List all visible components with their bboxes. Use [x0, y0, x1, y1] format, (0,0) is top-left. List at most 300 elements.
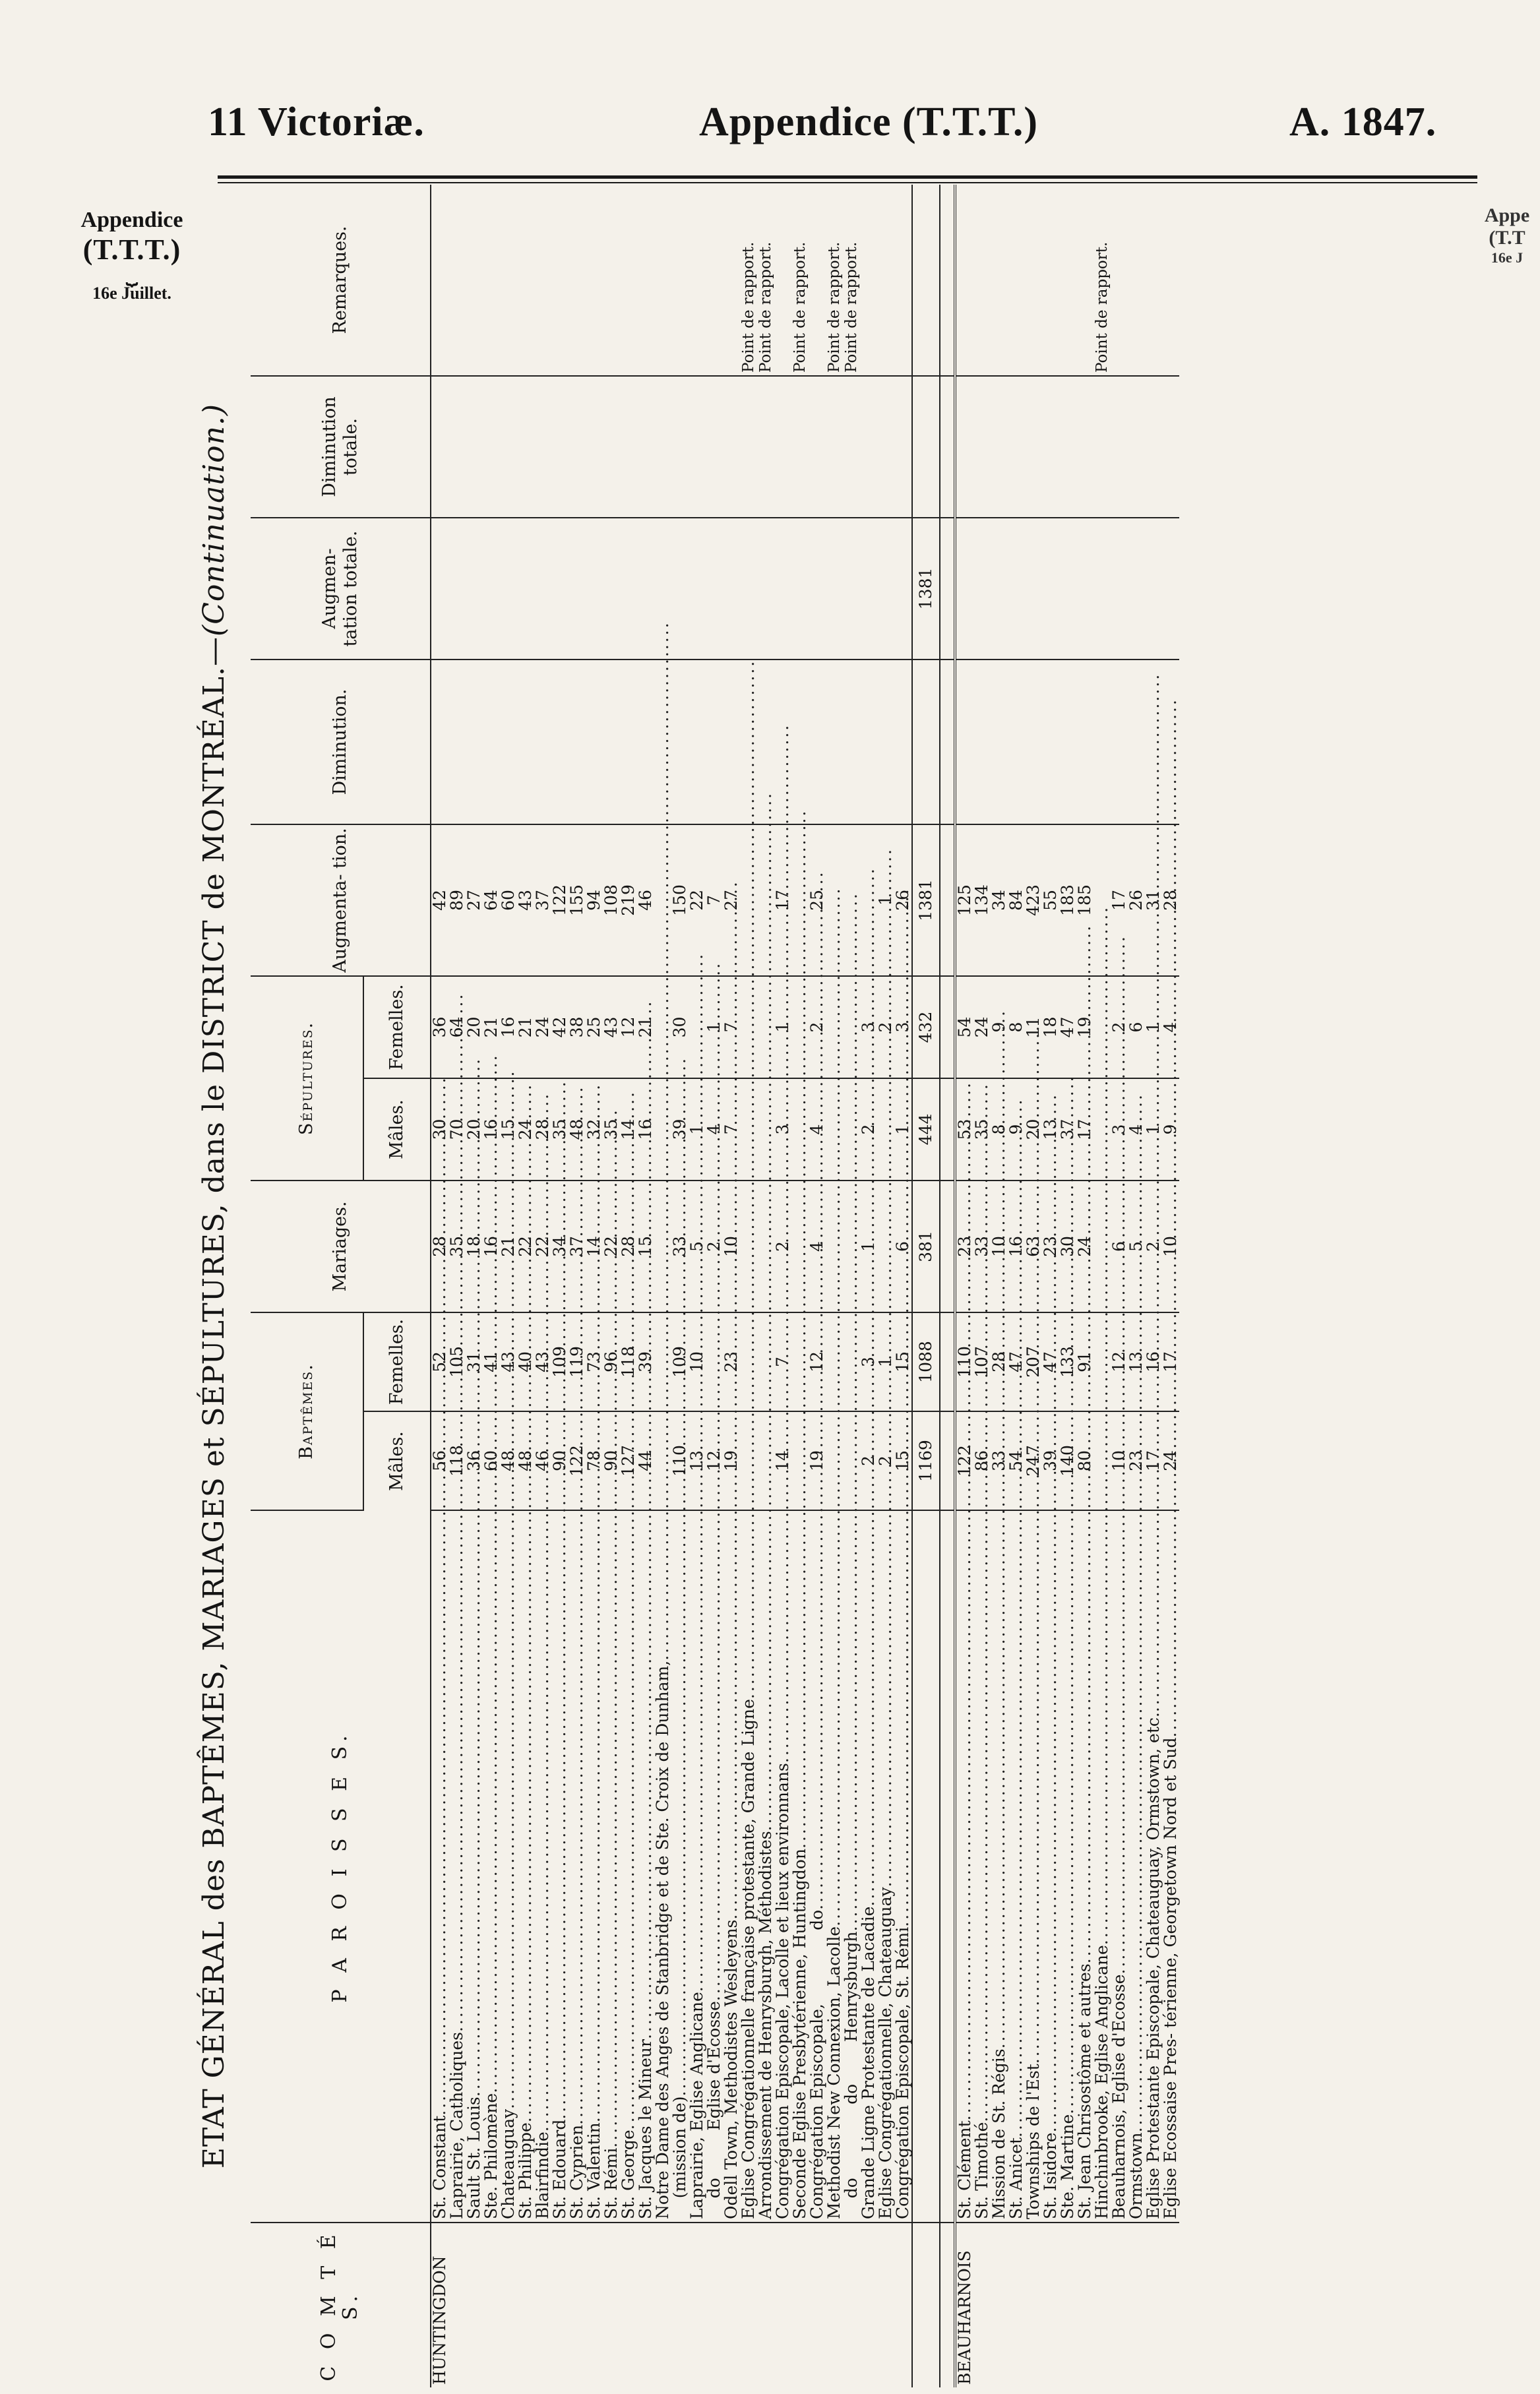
- remarque-cell: [1111, 185, 1128, 376]
- value-sf: 6: [1128, 976, 1145, 1078]
- comte-cell: [877, 2223, 894, 2387]
- value-sf: 21: [483, 976, 500, 1078]
- value-dim: [517, 660, 534, 824]
- value-bm: 118: [448, 1411, 466, 1510]
- remarque-cell: [877, 185, 894, 376]
- value-mar: 24: [1076, 1181, 1093, 1312]
- comte-cell: [1128, 2223, 1145, 2387]
- value-sf: 54: [955, 976, 973, 1078]
- value-sm: 4: [706, 1078, 723, 1181]
- leader-dots: [1162, 698, 1179, 1737]
- comte-cell: [740, 2223, 757, 2387]
- leader-dots: [500, 1070, 517, 2109]
- table-row: [466, 185, 483, 2387]
- comte-cell: [1093, 2223, 1111, 2387]
- value-bf: 41: [483, 1312, 500, 1411]
- value-bm: 33: [991, 1411, 1008, 1510]
- table-row: [809, 185, 826, 2387]
- paroisse-cell: [1025, 1510, 1042, 2223]
- value-dim-tot: [551, 376, 569, 518]
- remarque-cell: [809, 185, 826, 376]
- comte-cell: [603, 2223, 620, 2387]
- value-aug-tot: [620, 518, 637, 660]
- value-aug: 26: [1128, 824, 1145, 976]
- remarque-cell: [1145, 185, 1162, 376]
- value-dim-tot: [757, 376, 774, 518]
- value-dim-tot: [894, 376, 912, 518]
- paroisse-name: Eglise Congrégationnelle française protestante, Grande Ligne: [739, 1699, 758, 2219]
- leader-dots: [586, 1083, 603, 2122]
- value-aug-tot: [740, 518, 757, 660]
- value-bm: 48: [500, 1411, 517, 1510]
- comte-cell: [1042, 2223, 1059, 2387]
- paroisse-cell: [877, 1510, 894, 2223]
- value-mar: 5: [1128, 1181, 1145, 1312]
- value-dim: [1059, 660, 1076, 824]
- value-dim: [500, 660, 517, 824]
- comte-cell: [569, 2223, 586, 2387]
- value-aug-tot: [991, 518, 1008, 660]
- value-aug: 94: [586, 824, 603, 976]
- value-mar: 2: [1145, 1181, 1162, 1312]
- value-bf: 12: [809, 1312, 826, 1411]
- value-aug: 60: [500, 824, 517, 976]
- value-bf: 52: [431, 1312, 448, 1411]
- value-dim: [877, 660, 894, 824]
- value-aug: 27: [466, 824, 483, 976]
- remarque-cell: [466, 185, 483, 376]
- value-aug-tot: [517, 518, 534, 660]
- leader-dots: [723, 880, 740, 1919]
- leader-dots: [774, 723, 791, 1763]
- value-bm: 46: [534, 1411, 551, 1510]
- remarque-cell: [551, 185, 569, 376]
- col-comtes: C O M T É S.: [251, 2223, 431, 2387]
- value-aug-tot: [1093, 518, 1111, 660]
- value-aug-tot: [1008, 518, 1025, 660]
- value-dim: [534, 660, 551, 824]
- value-bm: 122: [569, 1411, 586, 1510]
- value-aug: 125: [955, 824, 973, 976]
- remarque-cell: [973, 185, 991, 376]
- leader-dots: [466, 1057, 483, 2097]
- value-sm: 70: [448, 1078, 466, 1181]
- comte-cell: [1059, 2223, 1076, 2387]
- comte-cell: [843, 2223, 860, 2387]
- value-bf: 40: [517, 1312, 534, 1411]
- value-sm: 4: [809, 1078, 826, 1181]
- value-dim-tot: [689, 376, 706, 518]
- value-bm: 10: [1111, 1411, 1128, 1510]
- paroisse-name: Townships de l'Est: [1024, 2064, 1043, 2219]
- value-sf: 25: [586, 976, 603, 1078]
- value-aug-tot: [448, 518, 466, 660]
- value-dim: [569, 660, 586, 824]
- paroisse-name: Eglise Protestante Episcopale, Chateauguay, Ormstown, etc.: [1144, 1712, 1163, 2219]
- paroisse-cell: [466, 1510, 483, 2223]
- value-mar: 16: [483, 1181, 500, 1312]
- value-bm: 17: [1145, 1411, 1162, 1510]
- remarque-cell: [1042, 185, 1059, 376]
- leader-dots: [517, 1083, 534, 2122]
- table-title: [178, 185, 251, 2387]
- value-bm: 60: [483, 1411, 500, 1510]
- gap-cell: [940, 1411, 955, 1510]
- table-row: [1128, 185, 1145, 2387]
- value-bm: 44: [637, 1411, 654, 1510]
- value-mar: 22: [517, 1181, 534, 1312]
- value-aug: 43: [517, 824, 534, 976]
- header-right: A. 1847.: [1289, 100, 1437, 144]
- leader-dots: [1076, 924, 1093, 1963]
- value-dim-tot: [637, 376, 654, 518]
- remarque-cell: Point de rapport.: [826, 185, 843, 376]
- top-rule-thin: [218, 182, 1477, 183]
- value-dim-tot: [534, 376, 551, 518]
- remarque-cell: [1162, 185, 1179, 376]
- value-bf: 207: [1025, 1312, 1042, 1411]
- table-row: [1145, 185, 1162, 2387]
- col-augmentation: Augmenta- tion.: [251, 824, 431, 976]
- value-bm: 12: [706, 1411, 723, 1510]
- leader-dots: [637, 1000, 654, 2039]
- value-sm: 37: [1059, 1078, 1076, 1181]
- value-mar: 10: [1162, 1181, 1179, 1312]
- value-aug-tot: [671, 518, 689, 660]
- paroisse-cell: [569, 1510, 586, 2223]
- paroisse-name: do Eglise d'Ecosse: [704, 2001, 724, 2219]
- value-dim-tot: [1042, 376, 1059, 518]
- value-sf: 3: [894, 976, 912, 1078]
- remarque-cell: [620, 185, 637, 376]
- value-mar: 28: [431, 1181, 448, 1312]
- value-sm: 35: [551, 1078, 569, 1181]
- col-augmentation-totale: Augmen- tation totale.: [251, 518, 431, 660]
- value-aug-tot: [860, 518, 877, 660]
- comte-cell: [706, 2223, 723, 2387]
- paroisse-cell: [1111, 1510, 1128, 2223]
- value-aug-tot: [1025, 518, 1042, 660]
- value-sm: 1: [689, 1078, 706, 1181]
- value-sm: 3: [1111, 1078, 1128, 1181]
- paroisse-cell: [955, 1510, 973, 2223]
- value-sm: 48: [569, 1078, 586, 1181]
- value-sf: 2: [1111, 976, 1128, 1078]
- value-bf: 23: [723, 1312, 740, 1411]
- leader-dots: [620, 1090, 637, 2130]
- remarque-cell: [1059, 185, 1076, 376]
- value-aug: 84: [1008, 824, 1025, 976]
- value-dim-tot: [1145, 376, 1162, 518]
- value-aug-tot: [689, 518, 706, 660]
- value-dim: [991, 660, 1008, 824]
- value-dim: [791, 660, 809, 824]
- paroisse-cell: [774, 1510, 791, 2223]
- remarque-cell: Point de rapport.: [843, 185, 860, 376]
- value-aug-tot: [894, 518, 912, 660]
- value-aug: 423: [1025, 824, 1042, 976]
- value-mar: 28: [620, 1181, 637, 1312]
- value-mar: 63: [1025, 1181, 1042, 1312]
- value-sf: 3: [860, 976, 877, 1078]
- paroisse-cell: [1162, 1510, 1179, 2223]
- value-bm: 14: [774, 1411, 791, 1510]
- value-aug-tot: [706, 518, 723, 660]
- value-aug: 26: [894, 824, 912, 976]
- gap-cell: [940, 976, 955, 1078]
- col-baptemes: Baptêmes.: [251, 1312, 363, 1510]
- value-aug: 108: [603, 824, 620, 976]
- remarque-cell: [637, 185, 654, 376]
- table-row: [1111, 185, 1128, 2387]
- value-mar: 15: [637, 1181, 654, 1312]
- value-sf: 2: [877, 976, 894, 1078]
- gap-cell: [940, 376, 955, 518]
- paroisse-name: St. Clément: [955, 2120, 974, 2219]
- value-sm: 24: [517, 1078, 534, 1181]
- paroisse-name: Grande Ligne Protestante de Lacadie: [859, 1906, 878, 2219]
- gap-cell: [940, 2223, 955, 2387]
- comte-cell: [500, 2223, 517, 2387]
- paroisse-cell: [1076, 1510, 1093, 2223]
- value-aug-tot: [603, 518, 620, 660]
- value-dim: [973, 660, 991, 824]
- value-aug: 31: [1145, 824, 1162, 976]
- value-dim-tot: [1111, 376, 1128, 518]
- leader-dots: [569, 1085, 586, 2124]
- value-sf: 64: [448, 976, 466, 1078]
- value-mar: 23: [1042, 1181, 1059, 1312]
- value-dim-tot: [466, 376, 483, 518]
- comte-cell: [809, 2223, 826, 2387]
- value-dim: [637, 660, 654, 824]
- value-sf: 18: [1042, 976, 1059, 1078]
- value-aug-tot: [1076, 518, 1093, 660]
- value-bm: 23: [1128, 1411, 1145, 1510]
- value-sm: 30: [431, 1078, 448, 1181]
- paroisse-cell: [723, 1510, 740, 2223]
- remarque-cell: [586, 185, 603, 376]
- comte-cell: [1145, 2223, 1162, 2387]
- paroisse-name: Ste. Philomène: [481, 2093, 501, 2219]
- value-sf: 47: [1059, 976, 1076, 1078]
- value-bm: 90: [603, 1411, 620, 1510]
- value-sf: 24: [973, 976, 991, 1078]
- value-dim-tot: [517, 376, 534, 518]
- value-bf: 31: [466, 1312, 483, 1411]
- leader-dots: [483, 1053, 500, 2093]
- total-label-cell: [912, 1510, 940, 2223]
- value-dim-tot: [586, 376, 603, 518]
- value-bf: 110: [955, 1312, 973, 1411]
- paroisse-cell: [671, 1510, 689, 2223]
- value-bm: 140: [1059, 1411, 1076, 1510]
- value-aug: 7: [706, 824, 723, 976]
- value-bm: 36: [466, 1411, 483, 1510]
- paroisse-cell: [500, 1510, 517, 2223]
- leader-dots: [1093, 905, 1111, 1945]
- value-mar: 16: [1008, 1181, 1025, 1312]
- value-dim-tot: [877, 376, 894, 518]
- value-aug-tot: [551, 518, 569, 660]
- value-bf: 96: [603, 1312, 620, 1411]
- comte-cell: [689, 2223, 706, 2387]
- leader-dots: [431, 1076, 448, 2115]
- leader-dots: [706, 962, 723, 2001]
- leader-dots: [991, 1009, 1008, 2048]
- paroisse-cell: [1059, 1510, 1076, 2223]
- value-aug-tot: [791, 518, 809, 660]
- value-sm: 8: [991, 1078, 1008, 1181]
- value-sm: 7: [723, 1078, 740, 1181]
- paroisse-cell: [448, 1510, 466, 2223]
- value-sm: 1: [1145, 1078, 1162, 1181]
- comte-cell: [534, 2223, 551, 2387]
- value-dim: [1128, 660, 1145, 824]
- value-dim-tot: [860, 376, 877, 518]
- paroisse-name: Congrégation Episcopale, do: [807, 1909, 826, 2219]
- value-dim: [723, 660, 740, 824]
- value-mar: 6: [894, 1181, 912, 1312]
- value-sm: 16: [637, 1078, 654, 1181]
- total-aug: 1381: [912, 824, 940, 976]
- total-aug-tot: 1381: [912, 518, 940, 660]
- value-sf: 9: [991, 976, 1008, 1078]
- value-dim-tot: [431, 376, 448, 518]
- table-row: [1162, 185, 1179, 2387]
- value-sf: 42: [551, 976, 569, 1078]
- paroisse-cell: [620, 1510, 637, 2223]
- value-sf: 21: [637, 976, 654, 1078]
- leader-dots: [956, 1081, 973, 2120]
- paroisse-cell: [431, 1510, 448, 2223]
- value-mar: 34: [551, 1181, 569, 1312]
- value-aug-tot: [757, 518, 774, 660]
- value-mar: 33: [973, 1181, 991, 1312]
- value-aug-tot: [955, 518, 973, 660]
- paroisse-cell: [1128, 1510, 1145, 2223]
- value-dim-tot: [740, 376, 757, 518]
- remarque-cell: Point de rapport.: [791, 185, 809, 376]
- value-mar: 33: [671, 1181, 689, 1312]
- margin-note-right-date: 16e J: [1491, 249, 1524, 266]
- col-sepultures: Sépultures.: [251, 976, 363, 1181]
- value-sm: 9: [1162, 1078, 1179, 1181]
- value-sf: 19: [1076, 976, 1093, 1078]
- value-bf: 43: [534, 1312, 551, 1411]
- remarque-cell: [991, 185, 1008, 376]
- value-aug-tot: [1111, 518, 1128, 660]
- comte-cell: [551, 2223, 569, 2387]
- paroisse-name: Notre Dame des Anges de Stanbridge et de Ste. Croix de Dunham,: [653, 1660, 672, 2219]
- value-sf: 2: [809, 976, 826, 1078]
- value-bf: 16: [1145, 1312, 1162, 1411]
- col-remarques: Remarques.: [251, 185, 431, 376]
- comte-cell: [1008, 2223, 1025, 2387]
- value-aug: 185: [1076, 824, 1093, 976]
- value-dim-tot: [500, 376, 517, 518]
- table-row: [877, 185, 894, 2387]
- value-aug: 89: [448, 824, 466, 976]
- value-dim: [826, 660, 843, 824]
- value-sm: 2: [860, 1078, 877, 1181]
- paroisse-cell: [860, 1510, 877, 2223]
- table-row: [991, 185, 1008, 2387]
- table-row: [826, 185, 843, 2387]
- remarque-cell: [603, 185, 620, 376]
- value-aug-tot: [534, 518, 551, 660]
- total-remarque-cell: [912, 185, 940, 376]
- leader-dots: [1128, 1093, 1145, 2132]
- value-bm: 24: [1162, 1411, 1179, 1510]
- leader-dots: [551, 1080, 569, 2119]
- value-bf: 107: [973, 1312, 991, 1411]
- value-sf: 11: [1025, 976, 1042, 1078]
- value-dim: [448, 660, 466, 824]
- value-dim-tot: [809, 376, 826, 518]
- table-row: [671, 185, 689, 2387]
- comte-cell: HUNTINGDON: [430, 2256, 449, 2385]
- value-mar: 10: [991, 1181, 1008, 1312]
- paroisse-name: St. Anicet: [1006, 2137, 1026, 2219]
- gap-cell: [940, 1312, 955, 1411]
- value-sf: 1: [774, 976, 791, 1078]
- value-dim-tot: [774, 376, 791, 518]
- value-dim: [466, 660, 483, 824]
- table-row: [1025, 185, 1042, 2387]
- value-sm: 15: [500, 1078, 517, 1181]
- value-aug: 219: [620, 824, 637, 976]
- value-sf: 36: [431, 976, 448, 1078]
- remarque-cell: [569, 185, 586, 376]
- paroisse-name: St. Philippe: [516, 2122, 535, 2219]
- paroisse-cell: [1008, 1510, 1025, 2223]
- comte-cell: [757, 2223, 774, 2387]
- value-aug-tot: [826, 518, 843, 660]
- col-mariages: Mariages.: [251, 1181, 431, 1312]
- comte-cell: [654, 2223, 671, 2387]
- gap-cell: [940, 1181, 955, 1312]
- paroisse-name: St. Isidore: [1041, 2132, 1060, 2219]
- value-bf: 118: [620, 1312, 637, 1411]
- paroisse-cell: [757, 1510, 774, 2223]
- value-bf: 133: [1059, 1312, 1076, 1411]
- table-row: [603, 185, 620, 2387]
- value-bm: 90: [551, 1411, 569, 1510]
- leader-dots: [1025, 1024, 1042, 2064]
- value-sm: 35: [603, 1078, 620, 1181]
- leader-dots: [689, 952, 706, 1992]
- paroisse-cell: [973, 1510, 991, 2223]
- value-aug-tot: [466, 518, 483, 660]
- remarque-cell: [774, 185, 791, 376]
- value-aug: 46: [637, 824, 654, 976]
- leader-dots: [1111, 935, 1128, 1974]
- value-sm: 13: [1042, 1078, 1059, 1181]
- paroisse-cell: [637, 1510, 654, 2223]
- value-dim-tot: [991, 376, 1008, 518]
- paroisse-name: Mission de St. Régis: [989, 2048, 1008, 2219]
- value-aug: 28: [1162, 824, 1179, 976]
- table-row: [448, 185, 466, 2387]
- remarque-cell: Point de rapport.: [740, 185, 757, 376]
- table-row: [955, 185, 973, 2387]
- value-dim-tot: [448, 376, 466, 518]
- table-row: [1093, 185, 1111, 2387]
- total-dim-tot: [912, 376, 940, 518]
- col-baptemes-femelles: Femelles.: [363, 1312, 431, 1411]
- paroisse-name: St. Jacques le Mineur: [636, 2039, 655, 2219]
